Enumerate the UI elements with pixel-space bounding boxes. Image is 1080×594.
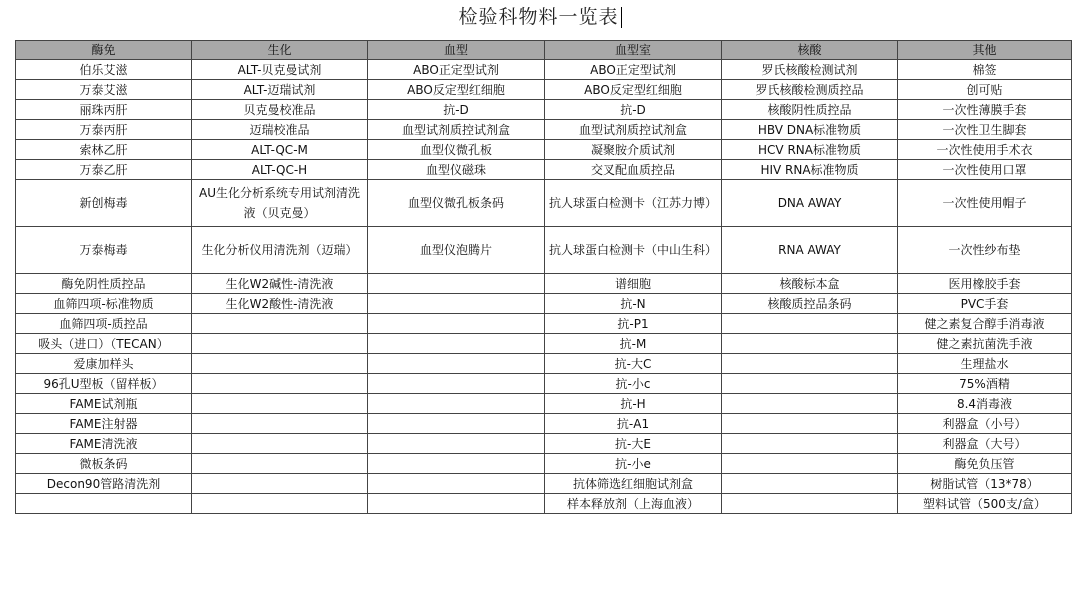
table-cell[interactable]: 利器盒（大号） (898, 434, 1072, 454)
table-cell[interactable]: 抗-P1 (545, 314, 722, 334)
table-cell[interactable]: 抗-D (368, 100, 545, 120)
table-cell[interactable]: 一次性使用口罩 (898, 160, 1072, 180)
table-row (16, 434, 1072, 454)
table-row (16, 140, 1072, 160)
table-row (16, 60, 1072, 80)
table-cell[interactable]: 一次性薄膜手套 (898, 100, 1072, 120)
table-cell[interactable] (368, 454, 545, 474)
table-row (16, 334, 1072, 354)
table-cell[interactable]: FAME清洗液 (16, 434, 192, 454)
table-cell[interactable]: PVC手套 (898, 294, 1072, 314)
table-cell[interactable]: 血筛四项-标准物质 (16, 294, 192, 314)
table-cell[interactable]: ABO反定型红细胞 (368, 80, 545, 100)
table-cell[interactable]: 抗-H (545, 394, 722, 414)
table-cell[interactable]: HBV DNA标准物质 (722, 120, 898, 140)
table-cell[interactable] (722, 374, 898, 394)
table-cell[interactable]: 血型试剂质控试剂盒 (368, 120, 545, 140)
table-cell[interactable]: 棉签 (898, 60, 1072, 80)
table-cell[interactable] (368, 294, 545, 314)
table-cell[interactable] (722, 494, 898, 514)
table-cell[interactable] (192, 374, 368, 394)
table-cell[interactable] (722, 434, 898, 454)
table-row (16, 494, 1072, 514)
table-cell[interactable]: RNA AWAY (722, 227, 898, 274)
table-cell[interactable]: 健之素复合醇手消毒液 (898, 314, 1072, 334)
table-row (16, 414, 1072, 434)
table-row (16, 354, 1072, 374)
table-cell[interactable]: ALT-QC-H (192, 160, 368, 180)
table-row (16, 474, 1072, 494)
table-cell[interactable] (368, 334, 545, 354)
table-cell[interactable] (192, 494, 368, 514)
table-cell[interactable] (722, 354, 898, 374)
table-cell[interactable]: HCV RNA标准物质 (722, 140, 898, 160)
table-cell[interactable]: 树脂试管（13*78） (898, 474, 1072, 494)
table-row (16, 314, 1072, 334)
table-row (16, 180, 1072, 227)
table-cell[interactable] (368, 434, 545, 454)
table-cell[interactable]: 抗人球蛋白检测卡（中山生科） (545, 227, 722, 274)
table-cell[interactable]: 血型仪微孔板 (368, 140, 545, 160)
table-cell[interactable] (192, 314, 368, 334)
table-cell[interactable]: 抗-小c (545, 374, 722, 394)
table-cell[interactable] (722, 314, 898, 334)
header-cell[interactable]: 血型 (368, 41, 545, 60)
table-cell[interactable]: 抗-大E (545, 434, 722, 454)
table-cell[interactable]: 抗-D (545, 100, 722, 120)
table-cell[interactable]: 抗-小e (545, 454, 722, 474)
table-cell[interactable] (722, 414, 898, 434)
table-cell[interactable]: 罗氏核酸检测质控品 (722, 80, 898, 100)
page-title (0, 4, 1080, 30)
table-cell[interactable]: ALT-迈瑞试剂 (192, 80, 368, 100)
table-row (16, 120, 1072, 140)
table-row (16, 394, 1072, 414)
table-cell[interactable]: 医用橡胶手套 (898, 274, 1072, 294)
table-cell[interactable]: DNA AWAY (722, 180, 898, 227)
table-row (16, 274, 1072, 294)
table-cell[interactable] (722, 454, 898, 474)
table-cell[interactable] (368, 494, 545, 514)
table-cell[interactable]: 一次性使用帽子 (898, 180, 1072, 227)
table-cell[interactable]: 8.4消毒液 (898, 394, 1072, 414)
table-cell[interactable]: 微板条码 (16, 454, 192, 474)
table-cell[interactable]: 一次性卫生脚套 (898, 120, 1072, 140)
text-cursor (621, 7, 622, 28)
table-cell[interactable]: AU生化分析系统专用试剂清洗液（贝克曼） (192, 180, 368, 227)
table-cell[interactable]: 伯乐艾滋 (16, 60, 192, 80)
header-cell[interactable]: 生化 (192, 41, 368, 60)
table-cell[interactable]: 生化W2碱性-清洗液 (192, 274, 368, 294)
table-cell[interactable]: 万泰艾滋 (16, 80, 192, 100)
header-cell[interactable]: 核酸 (722, 41, 898, 60)
table-cell[interactable] (368, 394, 545, 414)
table-cell[interactable]: 万泰乙肝 (16, 160, 192, 180)
table-cell[interactable]: 凝聚胺介质试剂 (545, 140, 722, 160)
table-cell[interactable]: 96孔U型板（留样板） (16, 374, 192, 394)
table-cell[interactable]: 抗-M (545, 334, 722, 354)
table-cell[interactable] (722, 334, 898, 354)
table-cell[interactable]: 样本释放剂（上海血液） (545, 494, 722, 514)
table-cell[interactable]: 血型仪微孔板条码 (368, 180, 545, 227)
table-cell[interactable] (368, 474, 545, 494)
table-cell[interactable]: 核酸质控品条码 (722, 294, 898, 314)
table-cell[interactable]: 健之素抗菌洗手液 (898, 334, 1072, 354)
table-cell[interactable]: 利器盒（小号） (898, 414, 1072, 434)
table-cell[interactable]: 贝克曼校准品 (192, 100, 368, 120)
table-cell[interactable]: 一次性使用手术衣 (898, 140, 1072, 160)
table-cell[interactable]: 吸头（进口）（TECAN） (16, 334, 192, 354)
table-cell[interactable]: 罗氏核酸检测试剂 (722, 60, 898, 80)
table-cell[interactable]: 交叉配血质控品 (545, 160, 722, 180)
table-cell[interactable]: 酶免阴性质控品 (16, 274, 192, 294)
table-cell[interactable] (368, 314, 545, 334)
header-cell[interactable]: 血型室 (545, 41, 722, 60)
table-cell[interactable]: 抗-A1 (545, 414, 722, 434)
table-cell[interactable]: 血筛四项-质控品 (16, 314, 192, 334)
table-cell[interactable] (192, 334, 368, 354)
table-cell[interactable] (722, 394, 898, 414)
table-cell[interactable] (16, 494, 192, 514)
table-cell[interactable] (368, 414, 545, 434)
materials-table (15, 40, 1072, 514)
table-cell[interactable] (368, 354, 545, 374)
table-cell[interactable]: FAME注射器 (16, 414, 192, 434)
table-cell[interactable]: 生理盐水 (898, 354, 1072, 374)
table-cell[interactable]: ABO反定型红细胞 (545, 80, 722, 100)
table-cell[interactable]: 抗-N (545, 294, 722, 314)
table-cell[interactable]: 抗-大C (545, 354, 722, 374)
title-text: 检验科物料一览表 (458, 6, 619, 28)
table-cell[interactable]: ABO正定型试剂 (368, 60, 545, 80)
table-cell[interactable]: 生化分析仪用清洗剂（迈瑞） (192, 227, 368, 274)
table-cell[interactable] (192, 414, 368, 434)
table-cell[interactable]: 一次性纱布垫 (898, 227, 1072, 274)
table-cell[interactable]: 血型仪磁珠 (368, 160, 545, 180)
table-cell[interactable]: 丽珠丙肝 (16, 100, 192, 120)
table-cell[interactable] (192, 354, 368, 374)
table-cell[interactable]: 索林乙肝 (16, 140, 192, 160)
table-cell[interactable]: 核酸阴性质控品 (722, 100, 898, 120)
table-cell[interactable]: 塑料试管（500支/盒） (898, 494, 1072, 514)
table-cell[interactable]: 爱康加样头 (16, 354, 192, 374)
header-row (16, 41, 1072, 60)
table-cell[interactable]: 新创梅毒 (16, 180, 192, 227)
table-row (16, 160, 1072, 180)
table-cell[interactable]: ABO正定型试剂 (545, 60, 722, 80)
table-cell[interactable]: 抗体筛选红细胞试剂盒 (545, 474, 722, 494)
table-row (16, 100, 1072, 120)
table-cell[interactable]: 谱细胞 (545, 274, 722, 294)
table-cell[interactable] (192, 394, 368, 414)
table-cell[interactable]: Decon90管路清洗剂 (16, 474, 192, 494)
table-cell[interactable]: 酶免负压管 (898, 454, 1072, 474)
header-cell[interactable]: 其他 (898, 41, 1072, 60)
table-cell[interactable]: 创可贴 (898, 80, 1072, 100)
table-cell[interactable]: HIV RNA标准物质 (722, 160, 898, 180)
table-cell[interactable]: ALT-贝克曼试剂 (192, 60, 368, 80)
table-cell[interactable]: 血型仪泡腾片 (368, 227, 545, 274)
table-cell[interactable]: 血型试剂质控试剂盒 (545, 120, 722, 140)
table-row (16, 227, 1072, 274)
table-cell[interactable]: 迈瑞校准品 (192, 120, 368, 140)
table-cell[interactable] (192, 434, 368, 454)
table-cell[interactable]: ALT-QC-M (192, 140, 368, 160)
table-row (16, 454, 1072, 474)
table-row (16, 294, 1072, 314)
table-cell[interactable]: 生化W2酸性-清洗液 (192, 294, 368, 314)
table-cell[interactable] (192, 454, 368, 474)
table-body (16, 60, 1072, 514)
table-cell[interactable]: 75%酒精 (898, 374, 1072, 394)
table-cell[interactable]: 万泰丙肝 (16, 120, 192, 140)
table-cell[interactable] (368, 274, 545, 294)
table-cell[interactable] (192, 474, 368, 494)
table-row (16, 374, 1072, 394)
header-cell[interactable]: 酶免 (16, 41, 192, 60)
table-cell[interactable]: 抗人球蛋白检测卡（江苏力博） (545, 180, 722, 227)
table-cell[interactable]: 核酸标本盒 (722, 274, 898, 294)
table-cell[interactable]: 万泰梅毒 (16, 227, 192, 274)
table-row (16, 80, 1072, 100)
table-cell[interactable] (722, 474, 898, 494)
table-cell[interactable] (368, 374, 545, 394)
table-cell[interactable]: FAME试剂瓶 (16, 394, 192, 414)
